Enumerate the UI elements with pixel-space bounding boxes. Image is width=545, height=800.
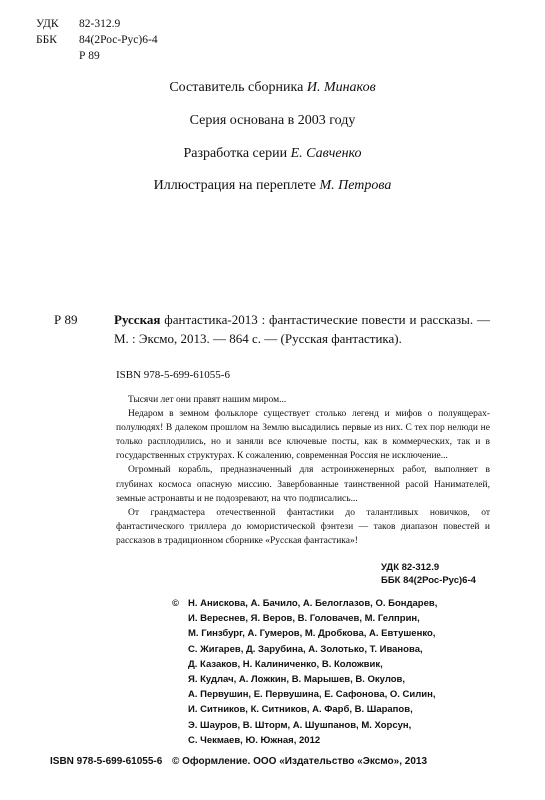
series-design-label: Разработка серии <box>183 146 288 161</box>
annotation-paragraph: Огромный корабль, предназначенный для астроинженерных работ, выполняет в глубинах космоса опасную миссию. Завербованные таинственной расой Нанимателей, земные астронавты и не подозревают, на что подписались... <box>116 465 490 504</box>
author-line: И. Вереснев, Я. Веров, В. Головачев, М. Гелприн, <box>188 613 420 625</box>
bbk-label: ББК <box>36 34 57 46</box>
compiler-label: Составитель сборника <box>169 80 304 95</box>
udk-bottom: УДК 82-312.9 <box>381 562 440 573</box>
entry-rest: фантастика-2013 : фантастические повести и рассказы. — М. : Эксмо, 2013. — 864 с. — (Русская фантастика). <box>114 312 490 346</box>
annotation-paragraph: Недаром в земном фольклоре существует столько легенд и мифов о полуящерах-полулюдях! В далеком прошлом на Землю высадились первые из них. С тех пор нелюди не только расплодились, но и заняли все ключевые посты, как в коммерческих, так и в государственных структурах. К сожалению, современная Россия не исключение... <box>116 409 490 462</box>
copyright-design: © Оформление. ООО «Издательство «Эксмо», 2013 <box>172 756 428 767</box>
annotation <box>116 393 490 548</box>
author-line: Я. Кудлач, А. Ложкин, В. Марышев, В. Окулов, <box>188 674 406 686</box>
copyright-symbol: © <box>172 598 179 609</box>
series-design-credit <box>0 146 545 162</box>
compiler-credit <box>0 80 545 96</box>
udk-row <box>36 16 158 32</box>
udk-label: УДК <box>36 18 59 30</box>
author-line: М. Гинзбург, А. Гумеров, М. Дробкова, А. Евтушенко, <box>188 628 436 640</box>
author-mark-label <box>36 48 79 64</box>
udk-value: 82-312.9 <box>79 18 121 30</box>
entry-code: Р 89 <box>54 312 78 327</box>
cover-illustration-credit <box>0 178 545 194</box>
series-founded <box>0 113 545 129</box>
author-line: С. Чекмаев, Ю. Южная, 2012 <box>188 734 321 746</box>
isbn-bottom: ISBN 978-5-699-61055-6 <box>50 756 163 767</box>
author-line: С. Жигарев, Д. Зарубина, А. Золотько, Т. Иванова, <box>188 643 423 655</box>
cover-illustration-name: М. Петрова <box>319 178 392 193</box>
bbk-value: 84(2Рос-Рус)6-4 <box>79 34 158 46</box>
classification-block <box>36 16 158 64</box>
author-line: И. Ситников, К. Ситников, А. Фарб, В. Шарапов, <box>188 704 413 716</box>
author-mark-value: Р 89 <box>79 50 100 62</box>
isbn-line: ISBN 978-5-699-61055-6 <box>116 369 230 381</box>
series-design-name: Е. Савченко <box>290 146 362 161</box>
copyright-block <box>172 596 502 748</box>
author-line: Д. Казаков, Н. Калиниченко, В. Коложвик, <box>188 658 383 670</box>
author-line: Н. Анискова, А. Бачило, А. Белоглазов, О. Бондарев, <box>188 598 438 609</box>
entry-text <box>114 310 490 348</box>
classification-bottom <box>381 561 476 587</box>
bbk-row <box>36 32 158 48</box>
author-mark-row <box>36 48 158 64</box>
bbk-bottom: ББК 84(2Рос-Рус)6-4 <box>381 575 476 586</box>
copyright-authors <box>172 596 502 748</box>
cover-illustration-label: Иллюстрация на переплете <box>153 178 316 193</box>
compiler-name: И. Минаков <box>306 80 376 95</box>
author-line: Э. Шауров, В. Шторм, А. Шушпанов, М. Хорсун, <box>188 719 412 731</box>
series-founded-text: Серия основана в 2003 году <box>189 113 356 128</box>
entry-title-bold: Русская <box>114 312 161 327</box>
annotation-paragraph: Тысячи лет они правят нашим миром... <box>128 395 287 405</box>
annotation-paragraph: От грандмастера отечественной фантастики до талантливых новичков, от фантастического триллера до юмористической фэнтези — таков диапазон повестей и рассказов в традиционном сборнике «Русская фантастика»! <box>116 507 490 546</box>
author-line: А. Первушин, Е. Первушина, Е. Сафонова, О. Силин, <box>188 689 436 701</box>
